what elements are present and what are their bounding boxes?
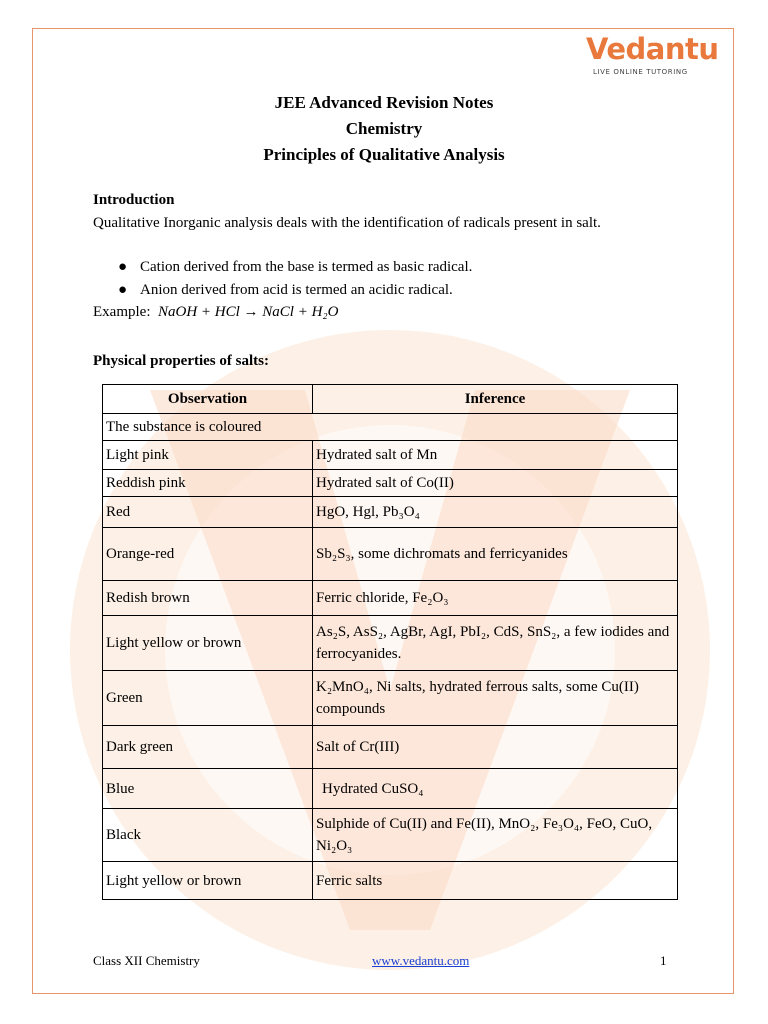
table-row — [103, 581, 678, 616]
table-row — [103, 470, 678, 497]
inference-cell: HgO, Hgl, Pb₃O₄ — [313, 497, 678, 528]
bullet-item: ● Cation derived from the base is termed as basic radical. — [118, 259, 473, 275]
intro-paragraph: Qualitative Inorganic analysis deals with the identification of radicals present in salt. — [93, 215, 601, 231]
table-row — [103, 726, 678, 769]
physical-properties-heading: Physical properties of salts: — [93, 353, 269, 369]
observation-cell: Reddish pink — [103, 470, 313, 497]
table-row — [103, 441, 678, 470]
observation-cell: Light yellow or brown — [103, 616, 313, 671]
logo-name: Vedantu — [586, 32, 719, 66]
observation-cell: Black — [103, 809, 313, 862]
table-row — [103, 497, 678, 528]
footer-website-link[interactable]: www.vedantu.com — [372, 953, 470, 968]
page-number: 1 — [660, 953, 667, 968]
footer-class-label: Class XII Chemistry — [93, 953, 200, 968]
doc-topic: Principles of Qualitative Analysis — [263, 145, 505, 164]
observation-cell: Light yellow or brown — [103, 862, 313, 900]
inference-cell: K₂MnO₄, Ni salts, hydrated ferrous salts, some Cu(II) compounds — [313, 671, 678, 726]
observation-cell: Redish brown — [103, 581, 313, 616]
doc-title: JEE Advanced Revision Notes — [274, 93, 494, 112]
inference-cell: Ferric chloride, Fe₂O₃ — [313, 581, 678, 616]
inference-cell: Hydrated salt of Co(II) — [313, 470, 678, 497]
table-row — [103, 862, 678, 900]
table-row — [103, 809, 678, 862]
observation-cell: Red — [103, 497, 313, 528]
header-observation: Observation — [103, 385, 313, 414]
vedantu-logo — [580, 30, 719, 80]
observation-cell: Orange-red — [103, 528, 313, 581]
observation-cell: Light pink — [103, 441, 313, 470]
observation-cell: Blue — [103, 769, 313, 809]
example-equation: NaOH + HCl → NaCl + H₂O — [157, 304, 339, 320]
intro-heading: Introduction — [93, 192, 175, 208]
observation-cell: Green — [103, 671, 313, 726]
bullet-icon: ● — [118, 282, 128, 298]
doc-subject: Chemistry — [345, 119, 423, 138]
inference-cell: As₂S, AsS₂, AgBr, AgI, PbI₂, CdS, SnS₂, a few iodides and ferrocyanides. — [313, 616, 678, 671]
header-inference: Inference — [313, 385, 678, 414]
inference-cell: Sb₂S₃, some dichromats and ferricyanides — [313, 528, 678, 581]
logo-tagline: LIVE ONLINE TUTORING — [593, 68, 688, 76]
merged-cell: The substance is coloured — [103, 414, 678, 441]
table-row — [103, 616, 678, 671]
bullet-icon: ● — [118, 259, 128, 275]
observation-cell: Dark green — [103, 726, 313, 769]
table-row — [103, 414, 678, 441]
inference-cell: Salt of Cr(III) — [313, 726, 678, 769]
inference-cell: Hydrated salt of Mn — [313, 441, 678, 470]
table-row — [103, 528, 678, 581]
bullet-item: ● Anion derived from acid is termed an acidic radical. — [118, 282, 453, 298]
inference-cell: Hydrated CuSO₄ — [313, 769, 678, 809]
table-row — [103, 769, 678, 809]
example-line: Example: NaOH + HCl → NaCl + H₂O — [93, 304, 339, 320]
table-row — [103, 671, 678, 726]
inference-cell: Ferric salts — [313, 862, 678, 900]
inference-cell: Sulphide of Cu(II) and Fe(II), MnO₂, Fe₃O₄, FeO, CuO, Ni₂O₃ — [313, 809, 678, 862]
physical-properties-table — [102, 384, 678, 900]
table-header-row — [103, 385, 678, 414]
